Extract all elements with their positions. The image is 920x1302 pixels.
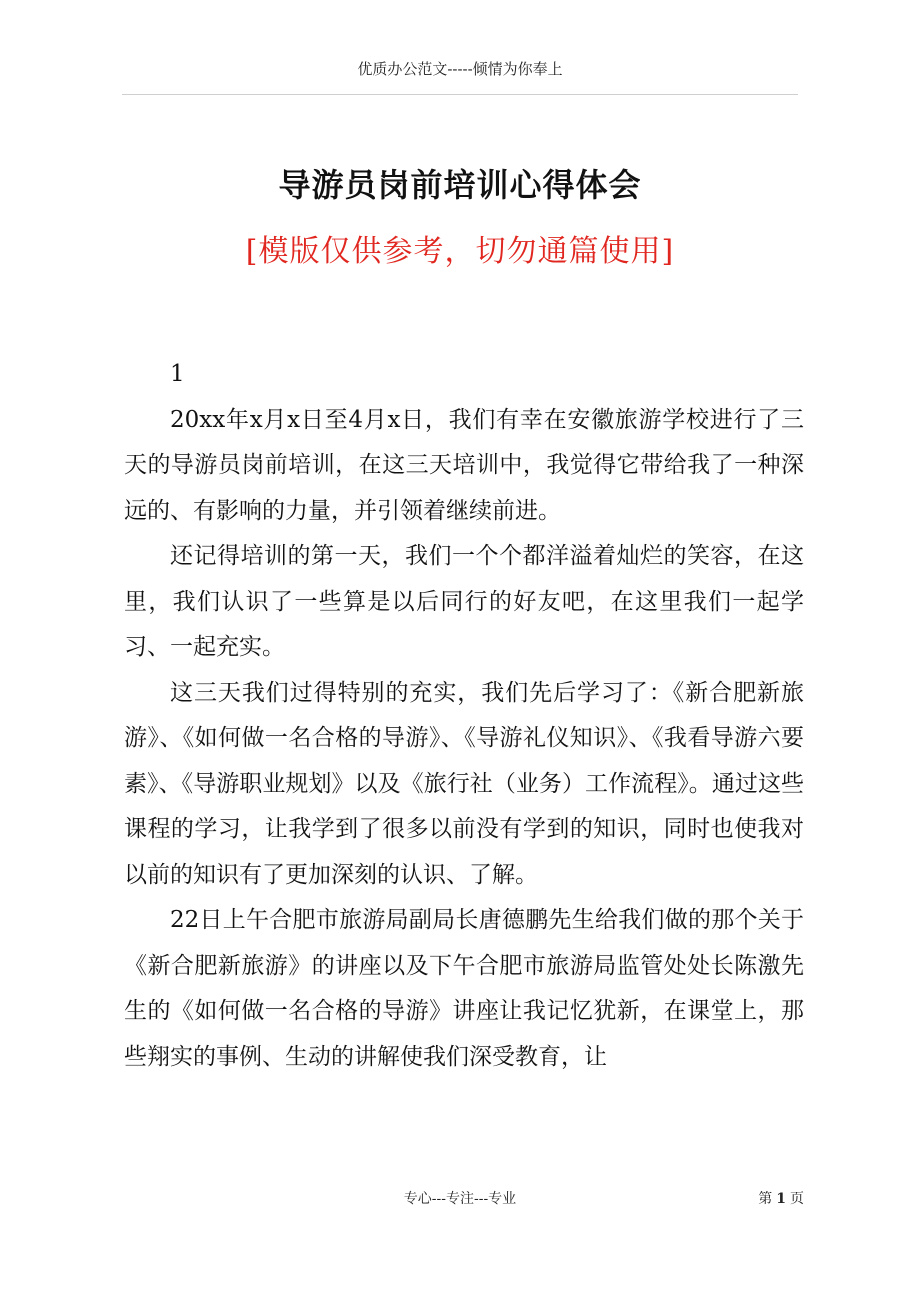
page-prefix: 第 bbox=[758, 1191, 773, 1207]
page-number: 1 bbox=[776, 1191, 786, 1207]
section-number: 1 bbox=[170, 361, 185, 387]
page-number-indicator bbox=[758, 1188, 804, 1208]
paragraph: 还记得培训的第一天，我们一个个都洋溢着灿烂的笑容，在这里，我们认识了一些算是以后同行的好友吧，在这里我们一起学习、一起充实。 bbox=[124, 543, 804, 660]
header-divider bbox=[122, 94, 798, 95]
page-suffix: 页 bbox=[790, 1191, 804, 1207]
page-footer: 专心---专注---专业 bbox=[403, 1191, 517, 1207]
paragraph: 22日上午合肥市旅游局副局长唐德鹏先生给我们做的那个关于《新合肥新旅游》的讲座以及下午合肥市旅游局监管处处长陈激先生的《如何做一名合格的导游》讲座让我记忆犹新，在课堂上，那些翔实的事例、生动的讲解使我们深受教育，让 bbox=[124, 907, 804, 1070]
document-subtitle: [模版仅供参考，切勿通篇使用] bbox=[245, 234, 675, 269]
paragraph: 这三天我们过得特别的充实，我们先后学习了：《新合肥新旅游》、《如何做一名合格的导游》、《导游礼仪知识》、《我看导游六要素》、《导游职业规划》以及《旅行社（业务）工作流程》。通过这些课程的学习，让我学到了很多以前没有学到的知识，同时也使我对以前的知识有了更加深刻的认识、了解。 bbox=[124, 679, 804, 888]
page-header: 优质办公范文-----倾情为你奉上 bbox=[357, 60, 563, 78]
paragraph: 20xx年x月x日至4月x日，我们有幸在安徽旅游学校进行了三天的导游员岗前培训，在这三天培训中，我觉得它带给我了一种深远的、有影响的力量，并引领着继续前进。 bbox=[124, 406, 804, 524]
document-body bbox=[124, 352, 804, 1080]
document-title: 导游员岗前培训心得体会 bbox=[278, 166, 642, 204]
